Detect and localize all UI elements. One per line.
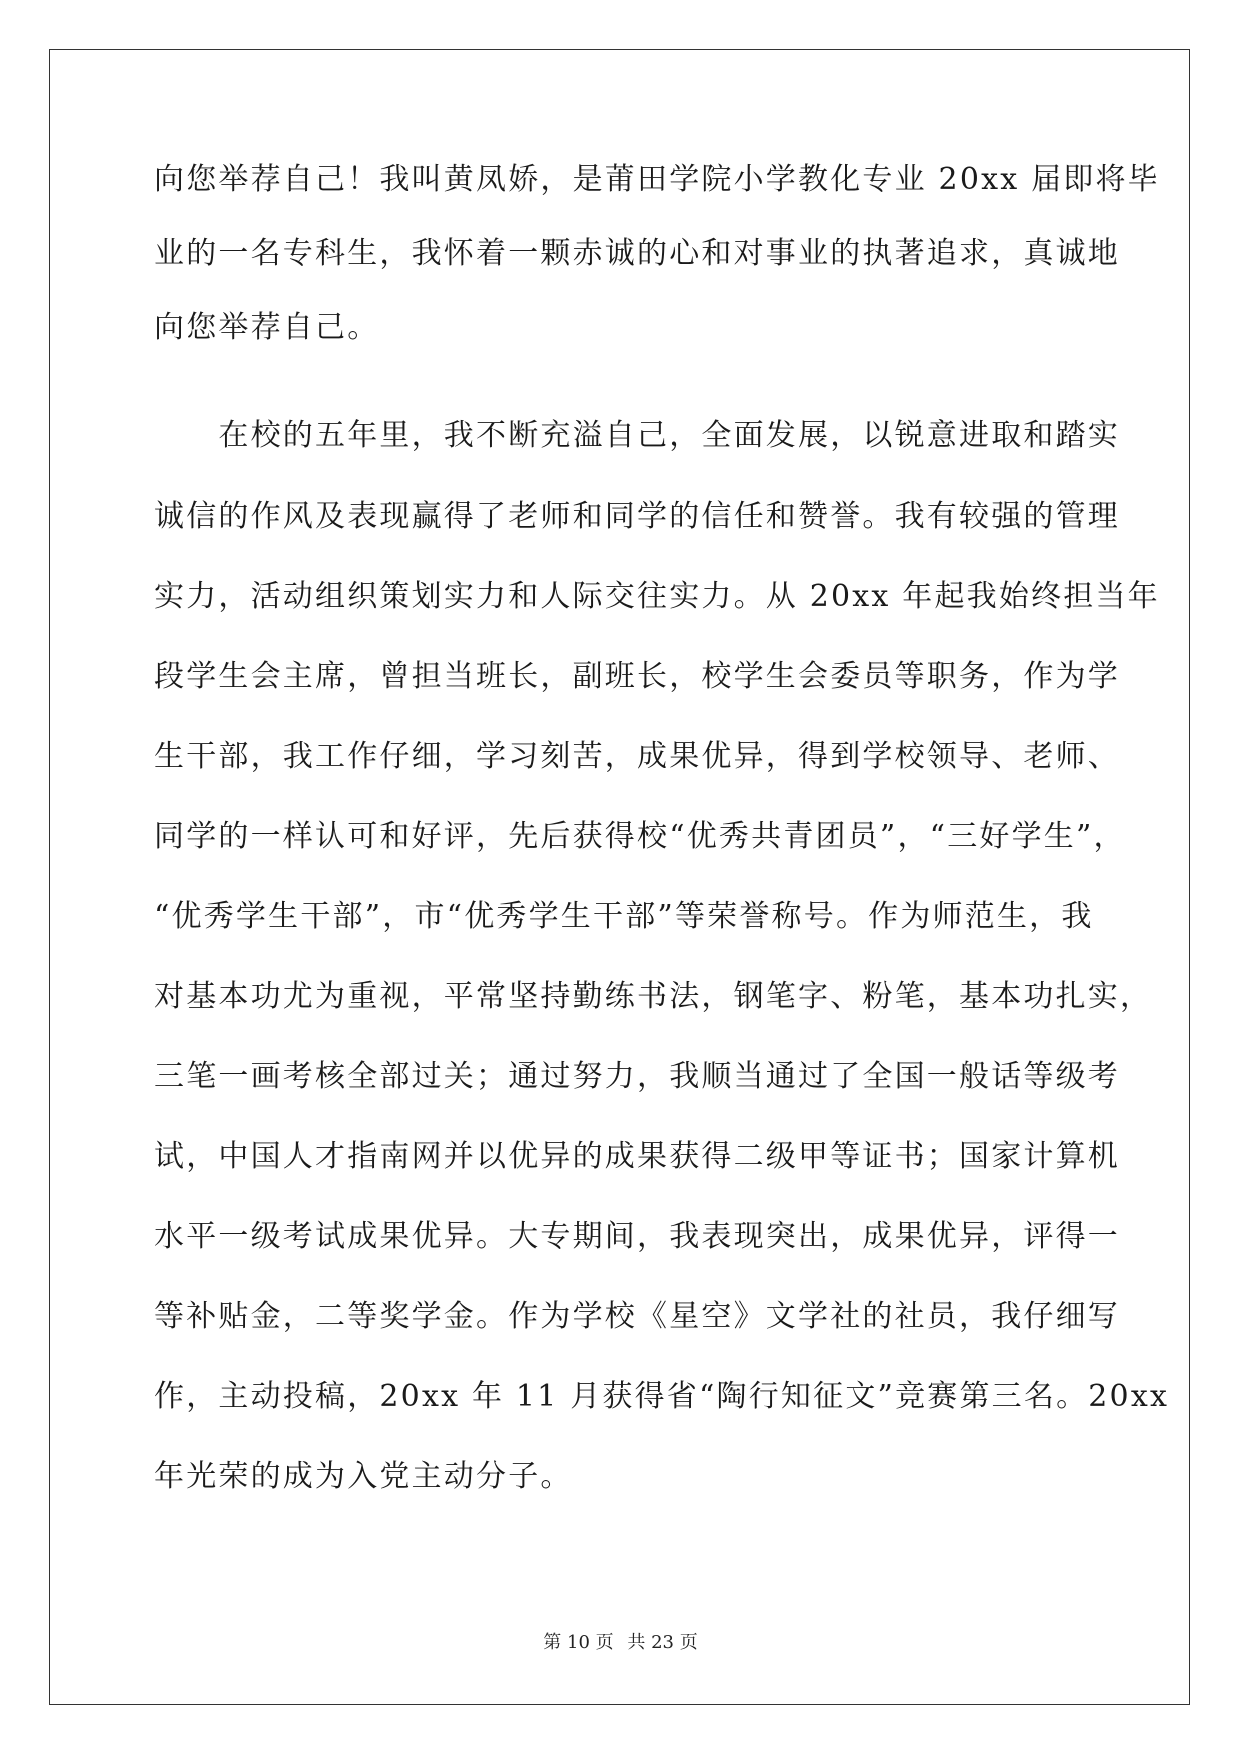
text-line: 三笔一画考核全部过关；通过努力，我顺当通过了全国一般话等级考 [154,1059,1120,1094]
text-line: 作，主动投稿，20xx 年 11 月获得省“陶行知征文”竞赛第三名。20xx [154,1379,1170,1414]
text-line: 水平一级考试成果优异。大专期间，我表现突出，成果优异，评得一 [154,1219,1120,1254]
page-number: 第 10 页 [543,1632,614,1653]
text-line: 诚信的作风及表现赢得了老师和同学的信任和赞誉。我有较强的管理 [154,499,1120,534]
page-total: 共 23 页 [627,1632,698,1653]
text-line: 年光荣的成为入党主动分子。 [154,1459,573,1494]
text-line: 生干部，我工作仔细，学习刻苦，成果优异，得到学校领导、老师、 [154,739,1120,774]
text-line: 段学生会主席，曾担当班长，副班长，校学生会委员等职务，作为学 [154,659,1120,694]
text-line: 向您举荐自己！我叫黄凤娇，是莆田学院小学教化专业 20xx 届即将毕 [154,162,1160,197]
text-line: 业的一名专科生，我怀着一颗赤诚的心和对事业的执著追求，真诚地 [154,236,1120,271]
text-line: 对基本功尤为重视，平常坚持勤练书法，钢笔字、粉笔，基本功扎实， [154,979,1153,1014]
text-line: 向您举荐自己。 [154,310,380,345]
text-line: 实力，活动组织策划实力和人际交往实力。从 20xx 年起我始终担当年 [154,579,1160,614]
text-line: 等补贴金，二等奖学金。作为学校《星空》文学社的社员，我仔细写 [154,1299,1120,1334]
text-line: “优秀学生干部”，市“优秀学生干部”等荣誉称号。作为师范生，我 [154,899,1094,934]
page-footer [0,1628,1241,1654]
text-line: 在校的五年里，我不断充溢自己，全面发展，以锐意进取和踏实 [154,418,1120,453]
text-line: 同学的一样认可和好评，先后获得校“优秀共青团员”，“三好学生”， [154,819,1126,854]
text-line: 试，中国人才指南网并以优异的成果获得二级甲等证书；国家计算机 [154,1139,1120,1174]
